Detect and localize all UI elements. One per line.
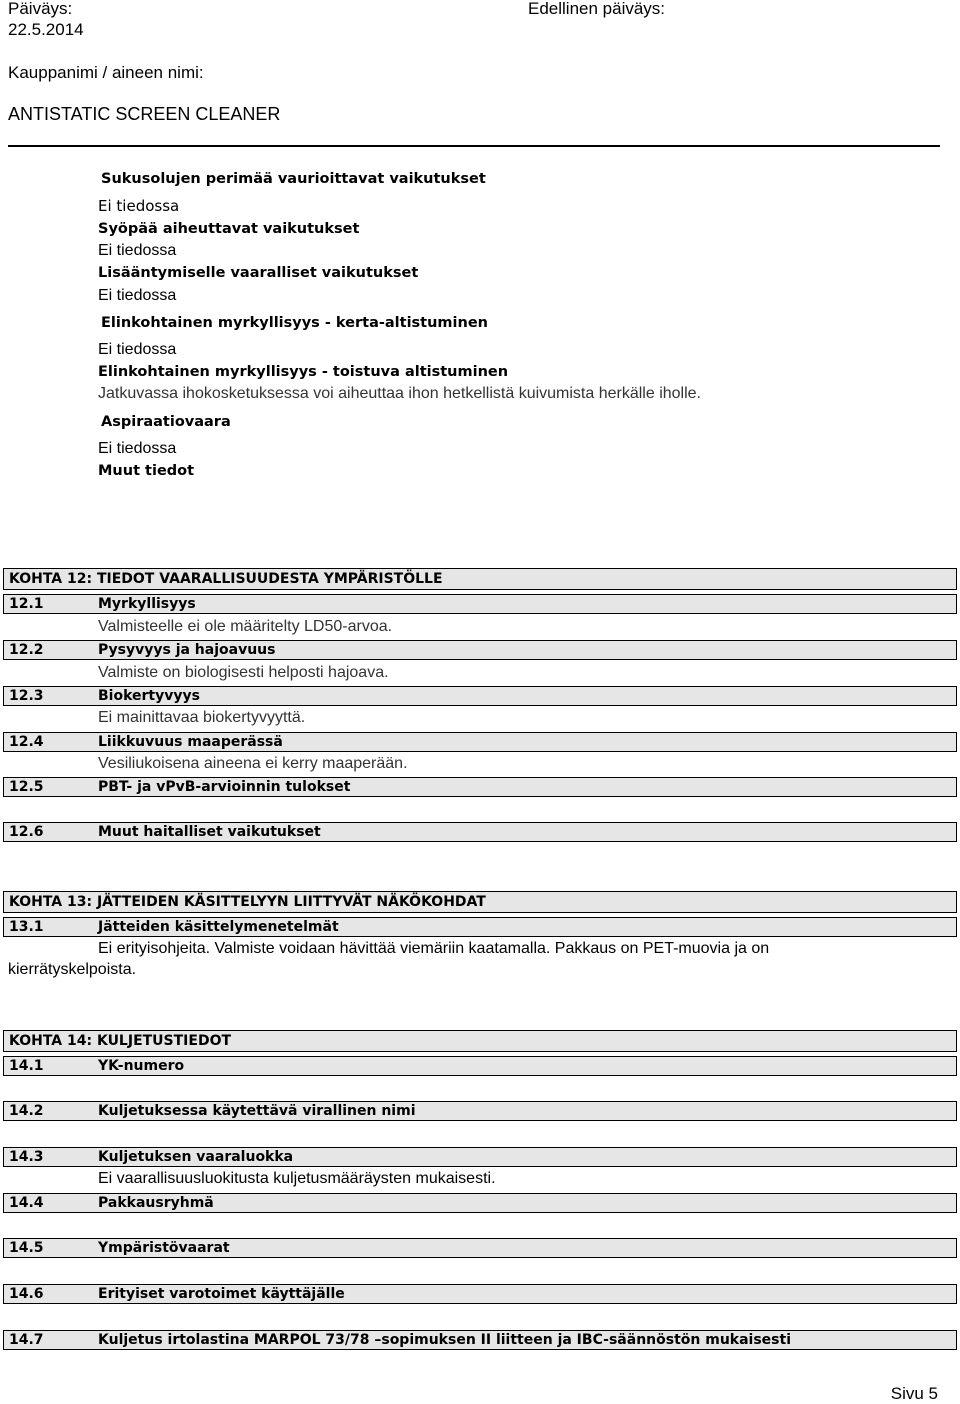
germ-cell-value: Ei tiedossa	[98, 197, 180, 215]
date-value: 22.5.2014	[8, 20, 84, 39]
subsection-label: Myrkyllisyys	[98, 596, 196, 612]
subsection-12-3	[3, 686, 957, 706]
subsection-number: 12.3	[9, 688, 44, 704]
subsection-number: 13.1	[9, 919, 44, 935]
subsection-12-2	[3, 640, 957, 660]
waste-text-line2: kierrätyskelpoista.	[8, 961, 137, 978]
stot-single-value: Ei tiedossa	[98, 341, 177, 358]
aspiration-title: Aspiraatiovaara	[101, 414, 231, 430]
subsection-12-4	[3, 732, 957, 752]
subsection-14-4	[3, 1193, 957, 1213]
subsection-12-6	[3, 822, 957, 842]
persistence-text: Valmiste on biologisesti helposti hajoava.	[98, 664, 389, 681]
subsection-number: 12.1	[9, 596, 44, 612]
reproductive-value: Ei tiedossa	[98, 287, 177, 304]
subsection-14-3	[3, 1147, 957, 1167]
aspiration-value: Ei tiedossa	[98, 440, 177, 457]
subsection-number: 12.5	[9, 779, 44, 795]
germ-cell-title: Sukusolujen perimää vaurioittavat vaikutukset	[101, 171, 486, 187]
bioaccumulation-text: Ei mainittavaa biokertyvyyttä.	[98, 709, 306, 726]
subsection-12-1	[3, 594, 957, 614]
subsection-label: Biokertyvyys	[98, 688, 200, 704]
subsection-label: Pysyvyys ja hajoavuus	[98, 642, 276, 658]
subsection-label: Pakkausryhmä	[98, 1195, 214, 1211]
subsection-number: 14.3	[9, 1149, 44, 1165]
carcinogenicity-title: Syöpää aiheuttavat vaikutukset	[98, 221, 360, 237]
subsection-number: 14.1	[9, 1058, 44, 1074]
subsection-14-5	[3, 1238, 957, 1258]
stot-repeated-title: Elinkohtainen myrkyllisyys - toistuva altistuminen	[98, 364, 509, 380]
subsection-number: 14.6	[9, 1286, 44, 1302]
subsection-14-2	[3, 1101, 957, 1121]
section-12-header	[3, 568, 957, 590]
section-12-title: KOHTA 12: TIEDOT VAARALLISUUDESTA YMPÄRISTÖLLE	[9, 571, 443, 587]
subsection-number: 12.4	[9, 734, 44, 750]
page-number: Sivu 5	[890, 1384, 938, 1403]
subsection-label: Kuljetus irtolastina MARPOL 73/78 –sopimuksen II liitteen ja IBC-säännöstön mukaisesti	[98, 1332, 791, 1348]
subsection-label: Muut haitalliset vaikutukset	[98, 824, 321, 840]
date-label: Päiväys:	[8, 0, 73, 18]
subsection-label: Kuljetuksen vaaraluokka	[98, 1149, 294, 1165]
previous-date-label: Edellinen päiväys:	[528, 0, 666, 18]
stot-repeated-value: Jatkuvassa ihokosketuksessa voi aiheuttaa ihon hetkellistä kuivumista herkälle iholle.	[98, 385, 701, 402]
subsection-label: Kuljetuksessa käytettävä virallinen nimi	[98, 1103, 416, 1119]
subsection-label: YK-numero	[98, 1058, 185, 1074]
subsection-number: 12.2	[9, 642, 44, 658]
subsection-label: Jätteiden käsittelymenetelmät	[98, 919, 339, 935]
waste-text-line1: Ei erityisohjeita. Valmiste voidaan hävittää viemäriin kaatamalla. Pakkaus on PET-muovia ja on	[98, 940, 770, 957]
trade-name-label: Kauppanimi / aineen nimi:	[8, 63, 204, 82]
subsection-label: PBT- ja vPvB-arvioinnin tulokset	[98, 779, 351, 795]
product-name: ANTISTATIC SCREEN CLEANER	[8, 104, 281, 124]
reproductive-title: Lisääntymiselle vaaralliset vaikutukset	[98, 265, 419, 281]
subsection-14-6	[3, 1284, 957, 1304]
other-info-title: Muut tiedot	[98, 463, 195, 479]
section-14-title: KOHTA 14: KULJETUSTIEDOT	[9, 1033, 232, 1049]
mobility-text: Vesiliukoisena aineena ei kerry maaperään.	[98, 755, 408, 772]
subsection-label: Erityiset varotoimet käyttäjälle	[98, 1286, 345, 1302]
header-divider	[8, 145, 940, 147]
subsection-label: Liikkuvuus maaperässä	[98, 734, 283, 750]
section-13-title: KOHTA 13: JÄTTEIDEN KÄSITTELYYN LIITTYVÄT NÄKÖKOHDAT	[9, 894, 486, 910]
subsection-14-7	[3, 1330, 957, 1350]
toxicity-text: Valmisteelle ei ole määritelty LD50-arvoa.	[98, 618, 393, 635]
subsection-number: 14.7	[9, 1332, 44, 1348]
subsection-number: 12.6	[9, 824, 44, 840]
carcinogenicity-value: Ei tiedossa	[98, 242, 177, 259]
subsection-number: 14.4	[9, 1195, 44, 1211]
subsection-label: Ympäristövaarat	[98, 1240, 230, 1256]
stot-single-title: Elinkohtainen myrkyllisyys - kerta-altistuminen	[101, 315, 488, 331]
hazard-class-text: Ei vaarallisuusluokitusta kuljetusmääräysten mukaisesti.	[98, 1170, 496, 1187]
subsection-12-5	[3, 777, 957, 797]
subsection-13-1	[3, 917, 957, 937]
subsection-number: 14.2	[9, 1103, 44, 1119]
subsection-14-1	[3, 1056, 957, 1076]
subsection-number: 14.5	[9, 1240, 44, 1256]
section-13-header	[3, 891, 957, 913]
section-14-header	[3, 1030, 957, 1052]
